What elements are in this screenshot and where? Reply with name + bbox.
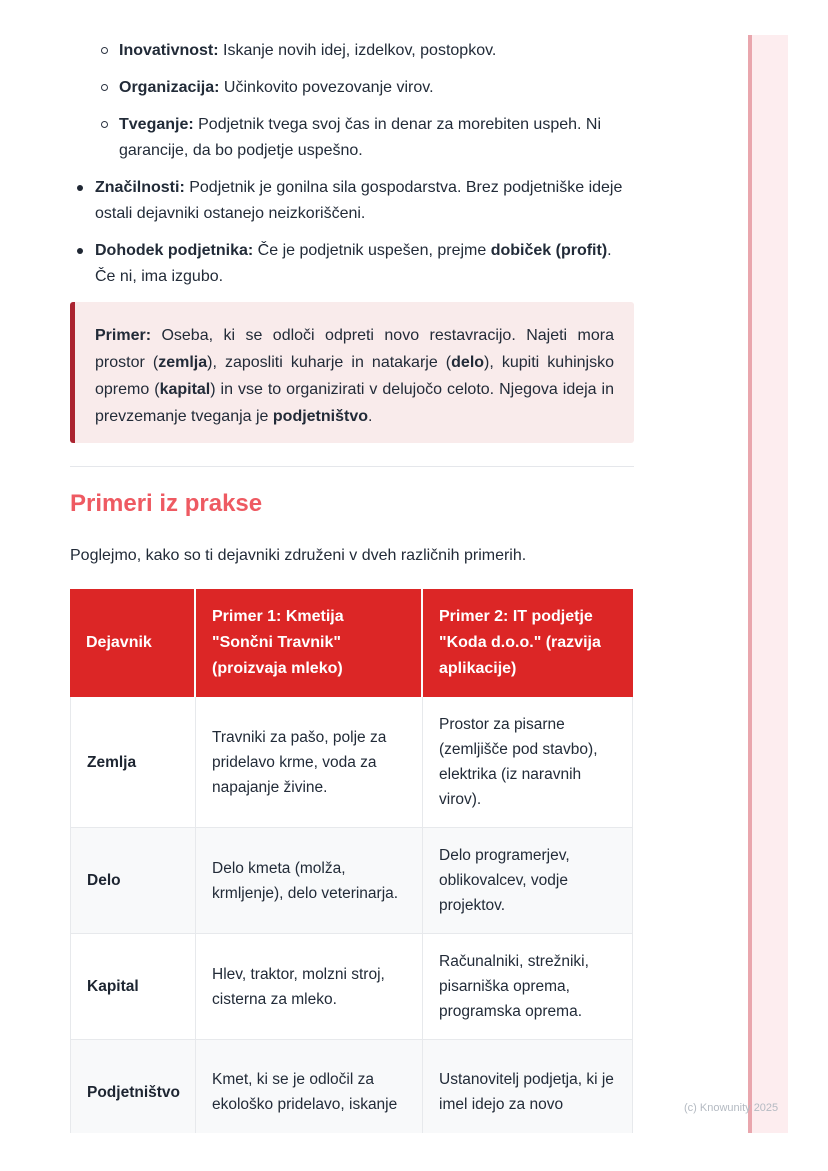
- page-edge-ribbon: [752, 35, 788, 1133]
- bullet-list-secondary: [70, 38, 634, 164]
- header-cell-primer1: Primer 1: Kmetija "Sončni Travnik" (proizvaja mleko): [196, 589, 423, 697]
- row-label: Kapital: [70, 934, 196, 1040]
- row-label: Delo: [70, 828, 196, 934]
- section-title: Primeri iz prakse: [70, 490, 263, 517]
- hollow-bullet-icon: [101, 121, 108, 128]
- table-head: [70, 589, 633, 697]
- table-body: [70, 697, 633, 1133]
- it-cell: Ustanovitelj podjetja, ki je imel idejo za novo: [423, 1040, 633, 1133]
- bullet-icon: [77, 185, 83, 191]
- list-item-text: Tveganje: Podjetnik tvega svoj čas in denar za morebiten uspeh. Ni garancije, da bo podjetje uspešno.: [119, 116, 602, 159]
- copyright-watermark: (c) Knowunity 2025: [684, 1102, 779, 1114]
- list-item: [70, 75, 634, 101]
- table-row: [70, 934, 633, 1040]
- hollow-bullet-icon: [101, 84, 108, 91]
- row-label: Zemlja: [70, 697, 196, 828]
- callout-text: Primer: Oseba, ki se odloči odpreti novo restavracijo. Najeti mora prostor (zemlja), zaposliti kuharje in natakarje (delo), kupiti kuhinjsko opremo (kapital) in vse to organizirati v delujočo celoto. Njegova ideja in prevzemanje tveganja je podjetništvo.: [95, 327, 614, 425]
- section-intro-paragraph: Poglejmo, kako so ti dejavniki združeni v dveh različnih primerih.: [70, 547, 527, 564]
- list-item: [70, 175, 634, 227]
- examples-table: [70, 589, 633, 1133]
- example-callout: [70, 302, 634, 443]
- it-cell: Delo programerjev, oblikovalcev, vodje projektov.: [423, 828, 633, 934]
- table-header-row: [70, 589, 633, 697]
- farm-cell: Hlev, traktor, molzni stroj, cisterna za mleko.: [196, 934, 423, 1040]
- table-row: [70, 828, 633, 934]
- table-row: [70, 1040, 633, 1133]
- list-item: [70, 38, 634, 64]
- header-cell-primer2: Primer 2: IT podjetje "Koda d.o.o." (razvija aplikacije): [423, 589, 633, 697]
- hollow-bullet-icon: [101, 47, 108, 54]
- list-item-text: Dohodek podjetnika: Če je podjetnik uspešen, prejme dobiček (profit). Če ni, ima izgubo.: [95, 242, 612, 285]
- farm-cell: Kmet, ki se je odločil za ekološko pridelavo, iskanje: [196, 1040, 423, 1133]
- row-label: Podjetništvo: [70, 1040, 196, 1133]
- list-item-text: Inovativnost: Iskanje novih idej, izdelkov, postopkov.: [119, 42, 497, 59]
- table-row: [70, 697, 633, 828]
- header-cell-dejavnik: Dejavnik: [70, 589, 196, 697]
- farm-cell: Travniki za pašo, polje za pridelavo krme, voda za napajanje živine.: [196, 697, 423, 828]
- list-item-text: Organizacija: Učinkovito povezovanje virov.: [119, 79, 434, 96]
- document-content: [70, 38, 634, 1133]
- list-item: [70, 112, 634, 164]
- it-cell: Prostor za pisarne (zemljišče pod stavbo), elektrika (iz naravnih virov).: [423, 697, 633, 828]
- bullet-list-primary: [70, 175, 634, 290]
- divider: [70, 466, 634, 467]
- list-item: [70, 238, 634, 290]
- it-cell: Računalniki, strežniki, pisarniška oprema, programska oprema.: [423, 934, 633, 1040]
- page-edge-ribbon-line: [748, 35, 752, 1133]
- bullet-icon: [77, 248, 83, 254]
- farm-cell: Delo kmeta (molža, krmljenje), delo veterinarja.: [196, 828, 423, 934]
- list-item-text: Značilnosti: Podjetnik je gonilna sila gospodarstva. Brez podjetniške ideje ostali dejavniki ostanejo neizkoriščeni.: [95, 179, 623, 222]
